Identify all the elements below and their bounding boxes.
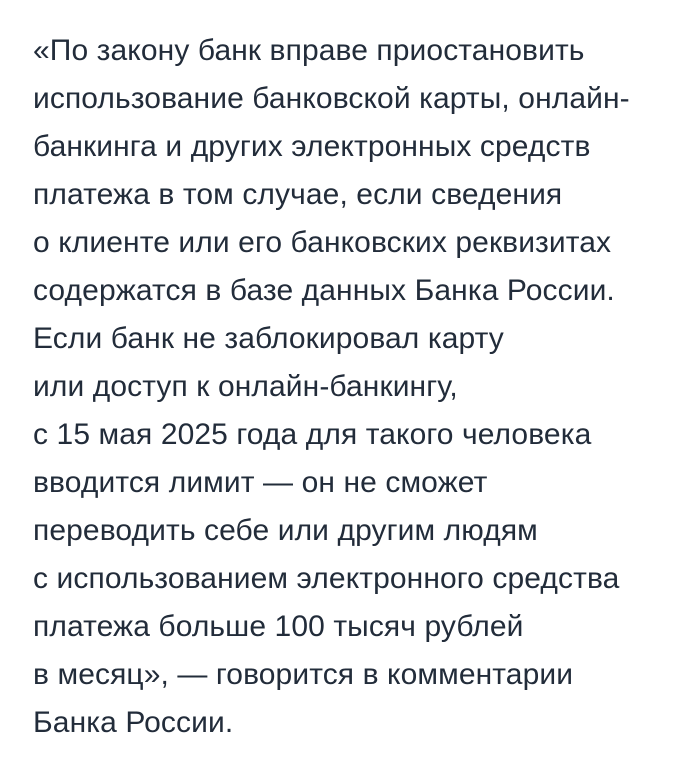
quote-line-13: платежа больше 100 тысяч рублей bbox=[33, 610, 524, 643]
quote-line-12: с использованием электронного средства bbox=[33, 562, 620, 595]
quote-line-9: с 15 мая 2025 года для такого человека bbox=[33, 418, 592, 451]
quote-line-15: Банка России. bbox=[33, 706, 234, 739]
quote-line-11: переводить себе или другим людям bbox=[33, 514, 538, 547]
quote-line-1: «По закону банк вправе приостановить bbox=[33, 34, 585, 67]
quote-line-7: Если банк не заблокировал карту bbox=[33, 322, 504, 355]
quote-line-6: содержатся в базе данных Банка России. bbox=[33, 274, 615, 307]
quote-line-2: использование банковской карты, онлайн- bbox=[33, 82, 630, 115]
quote-line-4: платежа в том случае, если сведения bbox=[33, 178, 563, 211]
quote-line-5: о клиенте или его банковских реквизитах bbox=[33, 226, 612, 259]
quote-line-3: банкинга и других электронных средств bbox=[33, 130, 591, 163]
quote-line-14: в месяц», — говорится в комментарии bbox=[33, 658, 574, 691]
quote-line-10: вводится лимит — он не сможет bbox=[33, 466, 488, 499]
quote-line-8: или доступ к онлайн-банкингу, bbox=[33, 370, 458, 403]
